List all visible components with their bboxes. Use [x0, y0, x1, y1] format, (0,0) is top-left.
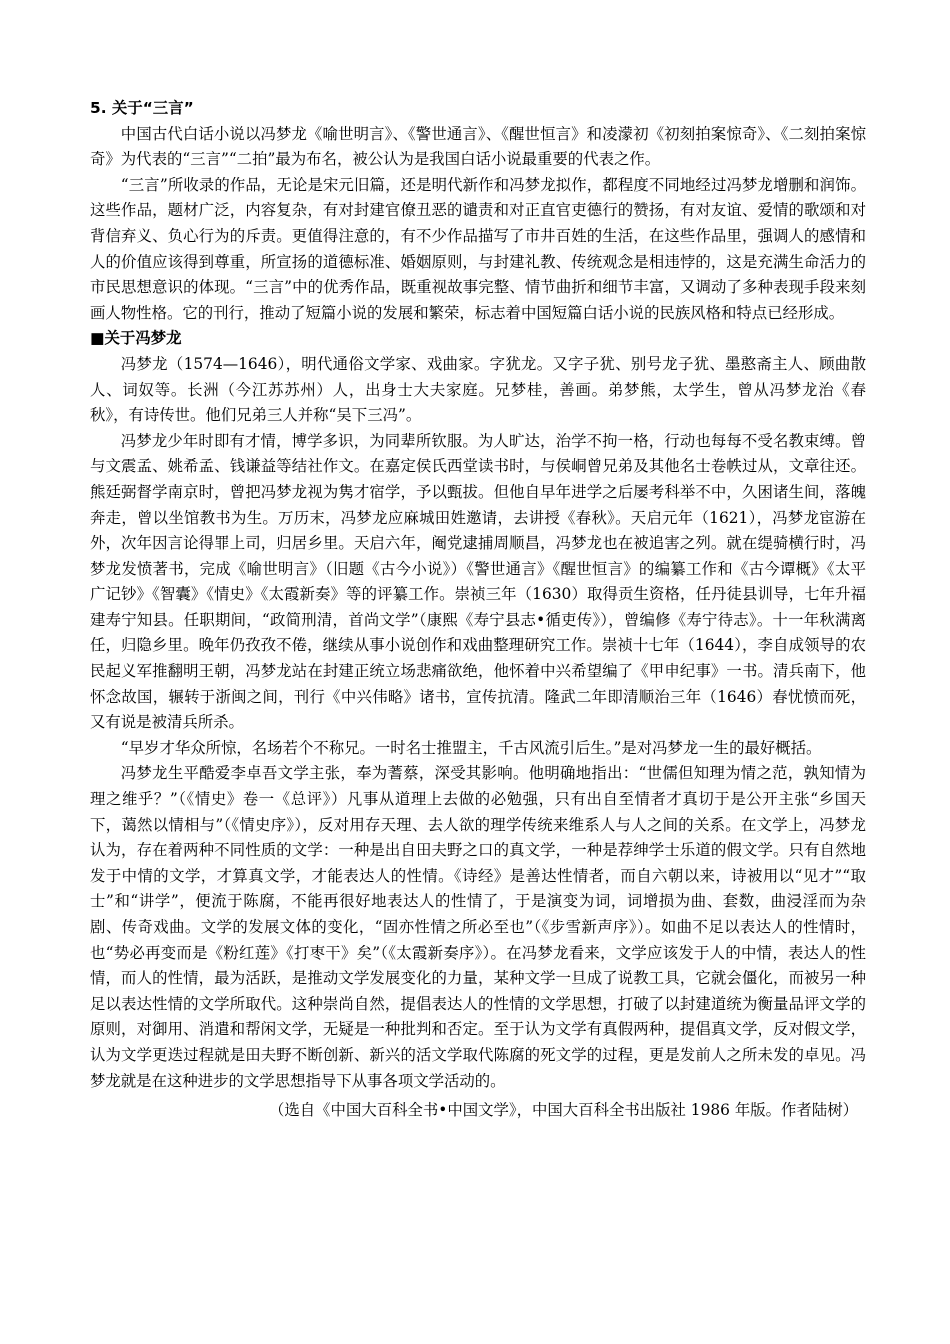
- paragraph: 中国古代白话小说以冯梦龙《喻世明言》、《警世通言》、《醒世恒言》和凌濛初《初刻拍案惊奇》、《二刻拍案惊奇》为代表的“三言”“二拍”最为布名，被公认为是我国白话小说最重要的代表之作。: [90, 124, 866, 169]
- section-heading-sanyan: 5. 关于“三言”: [90, 99, 194, 117]
- paragraph: “早岁才华众所惊，名场若个不称兄。一时名士推盟主，千古风流引后生。”是对冯梦龙一生的最好概括。: [120, 738, 822, 757]
- paragraph: 冯梦龙生平酷爱李卓吾文学主张，奉为蓍蔡，深受其影响。他明确地指出：“世儒但知理为情之范，孰知情为理之维乎？”（《情史》卷一《总评》）凡事从道理上去做的必勉强，只有出自至情者才真切于是公开主张“乡国天下，蔼然以情相与”（《情史序》），反对用存天理、去人欲的理学传统来维系人与人之间的关系。在文学上，冯梦龙认为，存在着两种不同性质的文学：一种是出自田夫野之口的真文学，一种是荐绅学士乐道的假文学。只有自然地发于中情的文学，才算真文学，才能表达人的性情。《诗经》是善达性情者，而自六朝以来，诗被用以“见才”“取士”和“讲学”，便流于陈腐，不能再很好地表达人的性情了，于是演变为词，词增损为曲、套数，曲浸淫而为杂剧、传奇戏曲。文学的发展文体的变化，“固亦性情之所必至也”（《步雪新声序》）。如曲不足以表达人的性情时，也“势必再变而是《粉红莲》《打枣干》矣”（《太霞新奏序》）。在冯梦龙看来，文学应该发于人的中情，表达人的性情，而人的性情，最为活跃，是推动文学发展变化的力量，某种文学一旦成了说教工具，它就会僵化，而被另一种足以表达性情的文学所取代。这种崇尚自然，提倡表达人的性情的文学思想，打破了以封建道统为衡量品评文学的原则，对御用、消遣和帮闲文学，无疑是一种批判和否定。至于认为文学有真假两种，提倡真文学，反对假文学，认为文学更迭过程就是田夫野不断创新、新兴的活文学取代陈腐的死文学的过程，更是发前人之所未发的卓见。冯梦龙就是在这种进步的文学思想指导下从事各项文学活动的。: [90, 764, 866, 1090]
- document-page: [90, 96, 866, 1124]
- paragraph: “三言”所收录的作品，无论是宋元旧篇，还是明代新作和冯梦龙拟作，都程度不同地经过冯梦龙增删和润饰。这些作品，题材广泛，内容复杂，有对封建官僚丑恶的谴责和对正直官吏德行的赞扬，有对友谊、爱情的歌颂和对背信弃义、负心行为的斥责。更值得注意的，有不少作品描写了市井百姓的生活，在这些作品里，强调人的感情和人的价值应该得到尊重，所宣扬的道德标准、婚姻原则，与封建礼教、传统观念是相违悖的，这是充满生命活力的市民思想意识的体现。“三言”中的优秀作品，既重视故事完整、情节曲折和细节丰富，又调动了多种表现手段来刻画人物性格。它的刊行，推动了短篇小说的发展和繁荣，标志着中国短篇白话小说的民族风格和特点已经形成。: [90, 175, 866, 322]
- section-heading-feng-menglong: ■关于冯梦龙: [90, 329, 182, 348]
- paragraph: 冯梦龙少年时即有才情，博学多识，为同辈所钦服。为人旷达，治学不拘一格，行动也每每不受名教束缚。曾与文震孟、姚希孟、钱谦益等结社作文。在嘉定侯氏西堂读书时，与侯峒曾兄弟及其他名士卷帙过从，文章往还。熊廷弼督学南京时，曾把冯梦龙视为隽才宿学，予以甄拔。但他自早年进学之后屡考科举不中，久困诸生间，落魄奔走，曾以坐馆教书为生。万历末，冯梦龙应麻城田姓邀请，去讲授《春秋》。天启元年（1621），冯梦龙宦游在外，次年因言论得罪上司，归居乡里。天启六年，阉党逮捕周顺昌，冯梦龙也在被追害之列。就在缇骑横行时，冯梦龙发愤著书，完成《喻世明言》（旧题《古今小说》）《警世通言》《醒世恒言》的编纂工作和《古今谭概》《太平广记钞》《智囊》《情史》《太霞新奏》等的评纂工作。崇祯三年（1630）取得贡生资格，任丹徒县训导，七年升福建寿宁知县。任职期间，“政简刑清，首尚文学”（康熙《寿宁县志•循吏传》），曾编修《寿宁待志》。十一年秋满离任，归隐乡里。晚年仍孜孜不倦，继续从事小说创作和戏曲整理研究工作。崇祯十七年（1644），李自成领导的农民起义军推翻明王朝，冯梦龙站在封建正统立场悲痛欲绝，他怀着中兴希望编了《甲申纪事》一书。清兵南下，他怀念故国，辗转于浙闽之间，刊行《中兴伟略》诸书，宣传抗清。隆武二年即清顺治三年（1646）春忧愤而死，又有说是被清兵所杀。: [90, 431, 866, 732]
- source-citation: （选自《中国大百科全书•中国文学》，中国大百科全书出版社 1986 年版。作者陆树）: [268, 1101, 858, 1120]
- paragraph: 冯梦龙（1574—1646），明代通俗文学家、戏曲家。字犹龙。又字子犹、别号龙子犹、墨憨斋主人、顾曲散人、词奴等。长洲（今江苏苏州）人，出身士大夫家庭。兄梦桂，善画。弟梦熊，太学生，曾从冯梦龙治《春秋》，有诗传世。他们兄弟三人并称“吴下三冯”。: [90, 354, 866, 425]
